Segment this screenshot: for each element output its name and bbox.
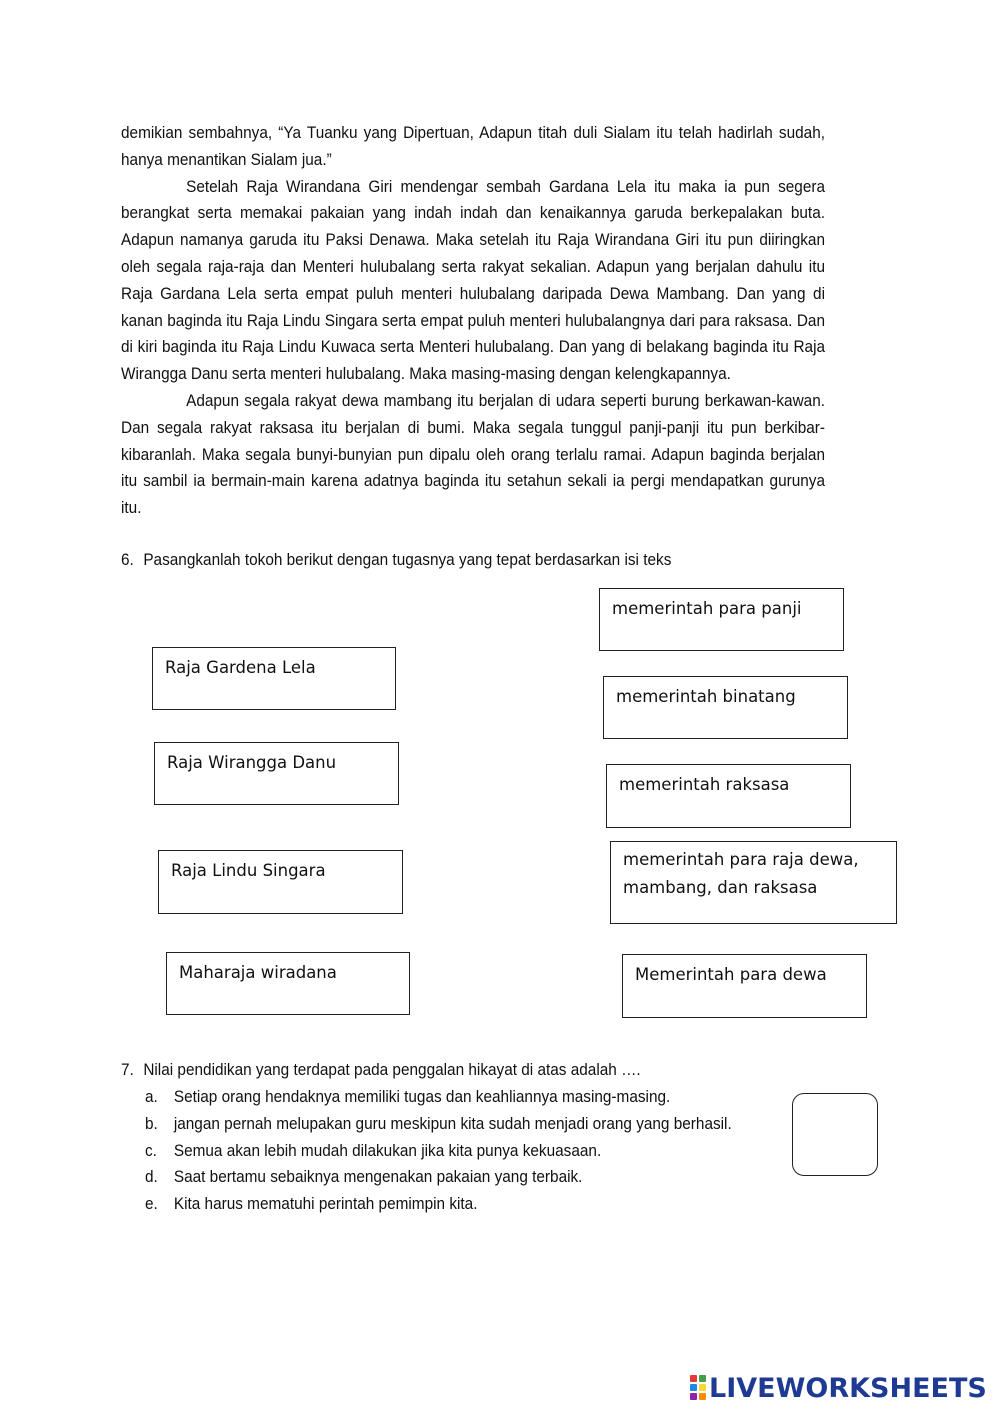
option-e[interactable]: e. Kita harus mematuhi perintah pemimpin kita.	[145, 1195, 478, 1214]
option-b[interactable]: b. jangan pernah melupakan guru meskipun kita sudah menjadi orang yang berhasil.	[145, 1114, 732, 1133]
option-c[interactable]: c. Semua akan lebih mudah dilakukan jika kita punya kekuasaan.	[145, 1141, 602, 1160]
match-left-2[interactable]: Raja Wirangga Danu	[154, 742, 399, 805]
passage-paragraph-1: demikian sembahnya, “Ya Tuanku yang Dipertuan, Adapun titah duli Sialam itu telah hadirlah sudah, hanya menantikan Sialam jua.”	[121, 124, 826, 169]
passage-paragraph-3: Adapun segala rakyat dewa mambang itu berjalan di udara seperti burung berkawan-kawan. Dan segala rakyat raksasa itu berjalan di bumi. Maka segala tunggul panji-panji itu pun berkibar-kibaranlah. Maka segala bunyi-bunyian pun dipalu oleh orang terlalu ramai. Adapun baginda berjalan itu sambil ia bermain-main karena adatnya baginda itu setahun sekali ia pergi mendapatkan gurunya itu.	[121, 391, 826, 518]
question-7-options	[145, 1084, 732, 1218]
logo-square	[690, 1393, 697, 1400]
passage-paragraph-2: Setelah Raja Wirandana Giri mendengar sembah Gardana Lela itu maka ia pun segera berangkat serta memakai pakaian yang indah indah dan kenaikannya garuda berkepalakan buta. Adapun namanya garuda itu Paksi Denawa. Maka setelah itu Raja Wirandana Giri itu pun diiringkan oleh segala raja-raja dan Menteri hulubalang serta rakyat sekalian. Adapun yang berjalan dahulu itu Raja Gardana Lela serta empat puluh menteri hulubalang daripada Dewa Mambang. Dan yang di kanan baginda itu Raja Lindu Singara serta empat puluh menteri hulubalangnya dari para raksasa. Dan di kiri baginda itu Raja Lindu Kuwaca serta Menteri hulubalang. Dan yang di belakang baginda itu Raja Wirangga Danu serta menteri hulubalang. Maka masing-masing dengan kelengkapannya.	[121, 177, 826, 384]
question-7-text: Nilai pendidikan yang terdapat pada penggalan hikayat di atas adalah ….	[143, 1061, 641, 1079]
match-right-1[interactable]: memerintah para panji	[599, 588, 844, 651]
logo-grid-icon	[690, 1375, 706, 1401]
match-right-4[interactable]: memerintah para raja dewa, mambang, dan raksasa	[610, 841, 897, 924]
option-d[interactable]: d. Saat bertamu sebaiknya mengenakan pakaian yang terbaik.	[145, 1168, 583, 1187]
question-7	[121, 1061, 641, 1080]
logo-square	[690, 1375, 697, 1382]
question-6-number: 6.	[121, 551, 134, 569]
match-right-2[interactable]: memerintah binatang	[603, 676, 848, 739]
question-7-number: 7.	[121, 1061, 134, 1079]
question-6	[121, 551, 671, 570]
logo-square	[699, 1375, 706, 1382]
answer-input-box[interactable]	[792, 1093, 878, 1176]
match-right-3[interactable]: memerintah raksasa	[606, 764, 851, 828]
logo-text: LIVEWORKSHEETS	[709, 1372, 987, 1404]
match-right-5[interactable]: Memerintah para dewa	[622, 954, 867, 1018]
question-6-text: Pasangkanlah tokoh berikut dengan tugasnya yang tepat berdasarkan isi teks	[143, 551, 672, 569]
match-left-4[interactable]: Maharaja wiradana	[166, 952, 410, 1015]
reading-passage	[121, 120, 825, 522]
match-left-3[interactable]: Raja Lindu Singara	[158, 850, 403, 914]
logo-square	[690, 1384, 697, 1391]
option-a[interactable]: a. Setiap orang hendaknya memiliki tugas dan keahliannya masing-masing.	[145, 1088, 671, 1106]
liveworksheets-logo	[690, 1373, 987, 1403]
logo-square	[699, 1384, 706, 1391]
match-left-1[interactable]: Raja Gardena Lela	[152, 647, 396, 710]
logo-square	[699, 1393, 706, 1400]
